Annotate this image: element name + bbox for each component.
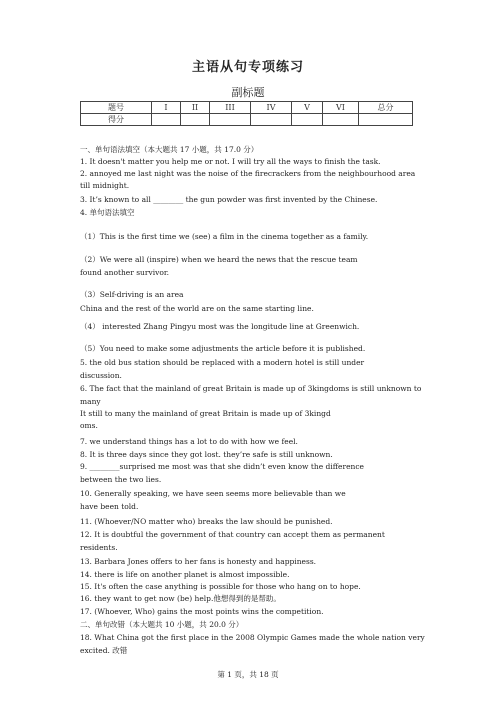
section-heading: 二、单句改错（本大题共 10 小题，共 20.0 分） <box>80 620 244 629</box>
question-line: （1）This is the first time we (see) a film in the cinema together as a family. <box>80 232 369 241</box>
question-line: residents. <box>80 543 118 552</box>
question-line: oms. <box>80 421 98 430</box>
score-row-label: 得分 <box>81 114 152 126</box>
question-line: 12. It is doubtful the government of that country can accept them as permanent <box>80 530 385 539</box>
score-cell <box>210 114 251 126</box>
header-cell: II <box>181 102 210 114</box>
header-cell: 题号 <box>81 102 152 114</box>
question-line: （5）You need to make some adjustments the article before it is published. <box>80 344 366 353</box>
score-cell <box>181 114 210 126</box>
score-cell <box>359 114 413 126</box>
score-table-score-row <box>81 114 413 126</box>
question-line: It still to many the mainland of great Britain is made up of 3kingd <box>80 409 331 418</box>
question-line: many <box>80 397 101 406</box>
question-line: （3）Self-driving is an area <box>80 290 184 299</box>
page-title: 主语从句专项练习 <box>191 60 304 75</box>
question-line: 5. the old bus station should be replaced with a modern hotel is still under <box>80 358 365 367</box>
header-cell: I <box>152 102 181 114</box>
question-line: 14. there is life on another planet is almost impossible. <box>80 570 290 579</box>
question-line: 17. (Whoever, Who) gains the most points wins the competition. <box>80 607 324 616</box>
question-line: 18. What China got the first place in the 2008 Olympic Games made the whole nation very <box>80 633 425 642</box>
question-line: 11. (Whoever/NO matter who) breaks the law should be punished. <box>80 517 333 526</box>
question-line: 8. It is three days since they got lost. they’re safe is still unknown. <box>80 450 333 459</box>
question-line: between the two lies. <box>80 475 162 484</box>
question-line: 2. annoyed me last night was the noise of the firecrackers from the neighbourhood area <box>80 169 416 178</box>
header-cell: 总分 <box>359 102 413 114</box>
score-table-header-row <box>81 102 413 114</box>
section-heading: 一、单句语法填空（本大题共 17 小题，共 17.0 分） <box>80 145 259 154</box>
header-cell: VI <box>323 102 359 114</box>
question-line: （2）We were all (inspire) when we heard the news that the rescue team <box>80 255 358 264</box>
header-cell: IV <box>251 102 292 114</box>
header-cell: V <box>292 102 323 114</box>
question-line: 6. The fact that the mainland of great Britain is made up of 3kingdoms is still unknown to <box>80 384 422 393</box>
header-cell: III <box>210 102 251 114</box>
question-line: 3. It’s known to all ________ the gun powder was first invented by the Chinese. <box>80 195 378 204</box>
question-line: 1. It doesn't matter you help me or not. I will try all the ways to finish the task. <box>80 157 381 166</box>
question-line: 15. It's often the case anything is possible for those who hang on to hope. <box>80 582 361 591</box>
page-footer: 第 1 页，共 18 页 <box>217 670 279 679</box>
score-cell <box>292 114 323 126</box>
score-table <box>80 101 413 126</box>
question-line: 13. Barbara Jones offers to her fans is honesty and happiness. <box>80 557 317 566</box>
question-line: excited. 改错 <box>80 646 128 655</box>
question-line: 16. they want to get now (be) help.他想得到的是帮助。 <box>80 594 281 603</box>
question-line: found another survivor. <box>80 268 170 277</box>
question-line: 10. Generally speaking, we have seen seems more believable than we <box>80 489 346 498</box>
question-line: China and the rest of the world are on the same starting line. <box>80 304 314 313</box>
question-line: 9. ________surprised me most was that she didn’t even know the difference <box>80 462 364 471</box>
score-cell <box>152 114 181 126</box>
page-subtitle: 副标题 <box>231 86 265 99</box>
question-line: till midnight. <box>80 181 130 190</box>
score-cell <box>251 114 292 126</box>
question-line: 7. we understand things has a lot to do with how we feel. <box>80 437 298 446</box>
score-cell <box>323 114 359 126</box>
question-line: have been told. <box>80 502 139 511</box>
question-line: 4. 单句语法填空 <box>80 208 135 217</box>
question-line: discussion. <box>80 371 122 380</box>
question-line: （4） interested Zhang Pingyu most was the longitude line at Greenwich. <box>80 322 360 331</box>
